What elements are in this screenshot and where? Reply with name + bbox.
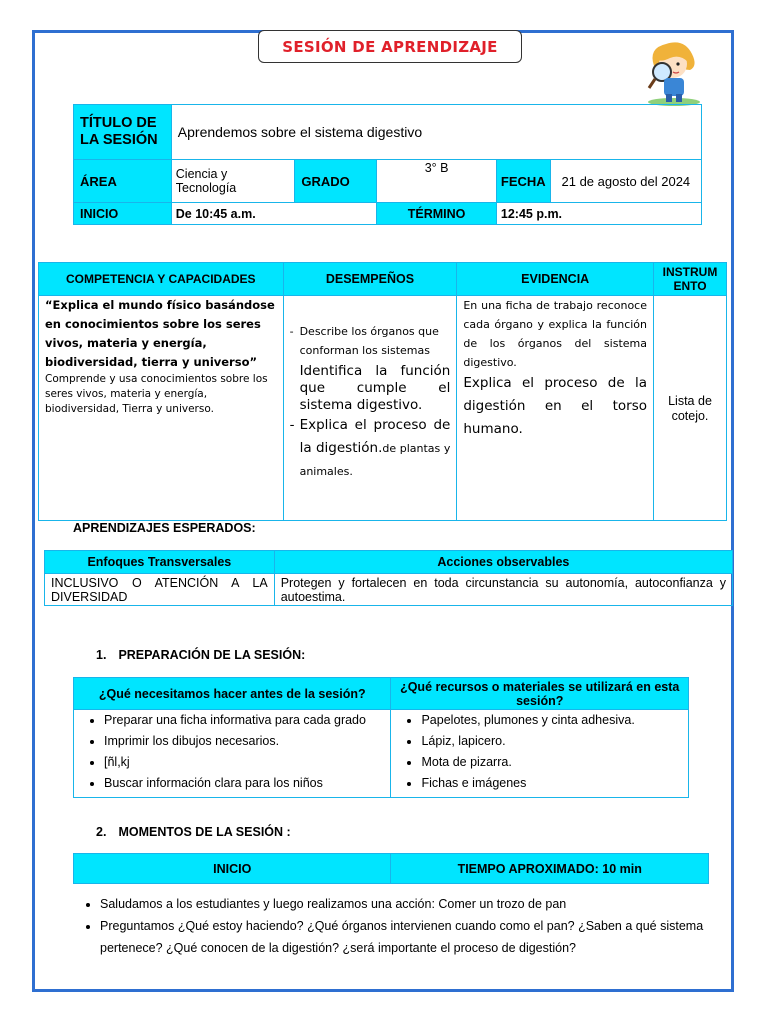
grado-label: GRADO: [295, 160, 377, 203]
aprendizajes-heading: APRENDIZAJES ESPERADOS:: [73, 521, 256, 535]
competencia-cell: [39, 296, 284, 521]
competencias-table: [38, 262, 727, 521]
competencia-text: “Explica el mundo físico basándose en conocimientos sobre los seres vivos, materia y energía, biodiversidad, tierra y universo”: [45, 298, 275, 369]
momentos-table: [73, 853, 709, 884]
antes-list: [74, 710, 390, 794]
titulo-label: TÍTULO DE LA SESIÓN: [74, 105, 172, 160]
evidencia-small: En una ficha de trabajo reconoce cada órgano y explica la función de los órganos del sistema digestivo.: [463, 299, 647, 369]
list-item: • Preguntamos ¿Qué estoy haciendo? ¿Qué órganos intervienen cuando como el pan? ¿Saben a qué sistema pertenece? ¿Qué conocen de la digestión? ¿será importante el proceso de digestión?: [100, 915, 740, 959]
preparacion-table: [73, 677, 689, 798]
header-enfoques: Enfoques Transversales: [45, 551, 275, 574]
list-item: • Lápiz, lapicero.: [421, 731, 688, 752]
header-instrumento: INSTRUM ENTO: [654, 263, 727, 296]
desempeno-item: - Describe los órganos que conforman los sistemas: [290, 322, 451, 360]
list-item: • Papelotes, plumones y cinta adhesiva.: [421, 710, 688, 731]
titulo-value: Aprendemos sobre el sistema digestivo: [171, 105, 701, 160]
list-item: • Fichas e imágenes: [421, 773, 688, 794]
list-item: • [ñl,kj: [104, 752, 390, 773]
list-item: • Saludamos a los estudiantes y luego realizamos una acción: Comer un trozo de pan: [100, 893, 740, 915]
child-with-magnifier-icon: [640, 36, 708, 106]
desempenos-cell: [283, 296, 457, 521]
antes-list-cell: [74, 710, 391, 798]
recursos-list: [391, 710, 688, 794]
area-value: Ciencia y Tecnología: [171, 160, 295, 203]
enfoque-value: INCLUSIVO O ATENCIÓN A LA DIVERSIDAD: [45, 574, 275, 606]
preparacion-heading: 1. PREPARACIÓN DE LA SESIÓN:: [96, 648, 306, 662]
enfoques-table: [44, 550, 733, 606]
header-recursos: ¿Qué recursos o materiales se utilizará en esta sesión?: [391, 678, 689, 710]
list-item: • Imprimir los dibujos necesarios.: [104, 731, 390, 752]
recursos-list-cell: [391, 710, 689, 798]
momentos-heading: 2. MOMENTOS DE LA SESIÓN :: [96, 825, 291, 839]
momentos-bullets: [72, 893, 740, 959]
area-label: ÁREA: [74, 160, 172, 203]
list-item: • Mota de pizarra.: [421, 752, 688, 773]
accion-value: Protegen y fortalecen en toda circunstancia su autonomía, autoconfianza y autoestima.: [274, 574, 732, 606]
grado-value: 3° B: [377, 160, 497, 203]
termino-label: TÉRMINO: [377, 203, 497, 225]
momento-inicio: INICIO: [74, 854, 391, 884]
header-desempenos: DESEMPEÑOS: [283, 263, 457, 296]
evidencia-large: Explica el proceso de la digestión en el torso humano.: [463, 375, 647, 437]
termino-value: 12:45 p.m.: [496, 203, 701, 225]
desempeno-item: - Explica el proceso de la digestión.de plantas y animales.: [290, 414, 451, 483]
session-info-table: [73, 104, 702, 225]
evidencia-cell: [457, 296, 654, 521]
list-item: • Buscar información clara para los niños: [104, 773, 390, 794]
momento-tiempo: TIEMPO APROXIMADO: 10 min: [391, 854, 709, 884]
header-competencia: COMPETENCIA Y CAPACIDADES: [39, 263, 284, 296]
fecha-label: FECHA: [496, 160, 550, 203]
header-antes: ¿Qué necesitamos hacer antes de la sesión?: [74, 678, 391, 710]
desempeno-item: Identifica la función que cumple el sistema digestivo.: [299, 363, 451, 413]
fecha-value: 21 de agosto del 2024: [550, 160, 701, 203]
page-title: SESIÓN DE APRENDIZAJE: [258, 30, 522, 63]
list-item: • Preparar una ficha informativa para cada grado: [104, 710, 390, 731]
inicio-label: INICIO: [74, 203, 172, 225]
inicio-value: De 10:45 a.m.: [171, 203, 376, 225]
header-acciones: Acciones observables: [274, 551, 732, 574]
capacidad-text: Comprende y usa conocimientos sobre los seres vivos, materia y energía, biodiversidad, Tierra y universo.: [45, 373, 268, 415]
header-evidencia: EVIDENCIA: [457, 263, 654, 296]
instrumento-value: Lista de cotejo.: [654, 296, 727, 521]
